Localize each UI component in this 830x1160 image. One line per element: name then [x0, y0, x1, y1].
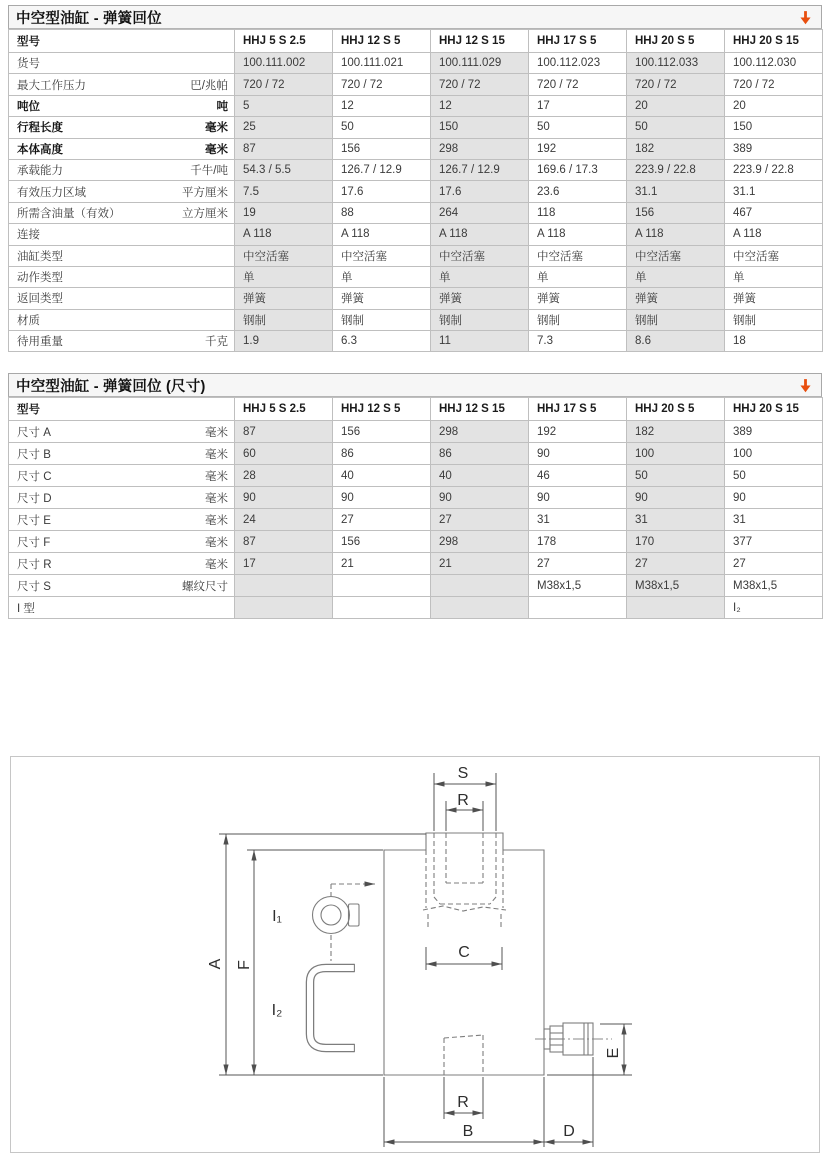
value-cell: 27: [431, 509, 529, 531]
value-cell: 100: [627, 443, 725, 465]
dimension-table-title: 中空型油缸 - 弹簧回位 (尺寸): [16, 378, 206, 395]
table-row: [9, 181, 823, 202]
model-header-row: [9, 30, 823, 53]
value-cell: 钢制: [627, 309, 725, 330]
value-cell: 298: [431, 421, 529, 443]
value-cell: 720 / 72: [627, 74, 725, 95]
value-cell: 31: [627, 509, 725, 531]
table-row: [9, 309, 823, 330]
dimension-table-titlebar: [8, 373, 822, 397]
value-cell: 50: [627, 117, 725, 138]
model-header-label: 型号: [9, 30, 235, 53]
value-cell: 中空活塞: [431, 245, 529, 266]
value-cell: I₂: [725, 597, 823, 619]
value-cell: 1.9: [235, 331, 333, 352]
value-cell: 100.112.023: [529, 53, 627, 74]
model-column-header: HHJ 12 S 15: [431, 30, 529, 53]
table-row: [9, 288, 823, 309]
table-row: [9, 465, 823, 487]
value-cell: 40: [333, 465, 431, 487]
label-i1: I₁: [272, 908, 282, 926]
value-cell: 中空活塞: [725, 245, 823, 266]
value-cell: 中空活塞: [235, 245, 333, 266]
value-cell: [333, 575, 431, 597]
value-cell: M38x1,5: [627, 575, 725, 597]
value-cell: 100.111.002: [235, 53, 333, 74]
table-row: [9, 202, 823, 223]
model-header-label: 型号: [9, 398, 235, 421]
label-f: F: [236, 960, 253, 971]
value-cell: 弹簧: [235, 288, 333, 309]
value-cell: 27: [627, 553, 725, 575]
value-cell: 弹簧: [725, 288, 823, 309]
value-cell: [235, 575, 333, 597]
row-label: 承载能力 千牛/吨: [9, 159, 235, 180]
value-cell: 7.5: [235, 181, 333, 202]
value-cell: 19: [235, 202, 333, 223]
value-cell: 150: [725, 117, 823, 138]
model-column-header: HHJ 5 S 2.5: [235, 30, 333, 53]
value-cell: 50: [333, 117, 431, 138]
value-cell: 90: [529, 487, 627, 509]
model-column-header: HHJ 12 S 15: [431, 398, 529, 421]
value-cell: 170: [627, 531, 725, 553]
value-cell: 50: [725, 465, 823, 487]
value-cell: 17.6: [431, 181, 529, 202]
value-cell: 169.6 / 17.3: [529, 159, 627, 180]
value-cell: 377: [725, 531, 823, 553]
value-cell: 86: [431, 443, 529, 465]
value-cell: 17: [529, 95, 627, 116]
row-label: 材质: [9, 309, 235, 330]
table-row: [9, 553, 823, 575]
value-cell: 298: [431, 531, 529, 553]
value-cell: 5: [235, 95, 333, 116]
model-column-header: HHJ 17 S 5: [529, 30, 627, 53]
value-cell: 28: [235, 465, 333, 487]
value-cell: 60: [235, 443, 333, 465]
value-cell: 12: [333, 95, 431, 116]
table-row: [9, 159, 823, 180]
value-cell: 467: [725, 202, 823, 223]
value-cell: 31: [725, 509, 823, 531]
model-column-header: HHJ 12 S 5: [333, 398, 431, 421]
label-a: A: [207, 959, 224, 970]
value-cell: 118: [529, 202, 627, 223]
value-cell: 单: [235, 266, 333, 287]
row-label: 连接: [9, 224, 235, 245]
row-label: 尺寸 F 毫米: [9, 531, 235, 553]
dimension-table-section: [8, 373, 822, 619]
value-cell: 中空活塞: [627, 245, 725, 266]
port-coupler: [535, 1023, 612, 1055]
dimension-r-bottom: [444, 1094, 483, 1113]
model-column-header: HHJ 20 S 5: [627, 398, 725, 421]
row-label: 动作类型: [9, 266, 235, 287]
cylinder-drawing: [11, 757, 819, 1152]
spec-jump-arrow-button[interactable]: [796, 8, 814, 26]
model-header-row: [9, 398, 823, 421]
value-cell: 54.3 / 5.5: [235, 159, 333, 180]
row-label: 尺寸 R 毫米: [9, 553, 235, 575]
value-cell: 389: [725, 138, 823, 159]
table-row: [9, 95, 823, 116]
value-cell: 86: [333, 443, 431, 465]
value-cell: 100.112.030: [725, 53, 823, 74]
bottom-extension-lines: [384, 1057, 593, 1147]
value-cell: 单: [529, 266, 627, 287]
table-row: [9, 443, 823, 465]
table-row: [9, 74, 823, 95]
table-row: [9, 509, 823, 531]
value-cell: 90: [333, 487, 431, 509]
value-cell: 178: [529, 531, 627, 553]
value-cell: 50: [627, 465, 725, 487]
value-cell: 单: [333, 266, 431, 287]
row-label: 货号: [9, 53, 235, 74]
dimension-e: [547, 1024, 632, 1075]
value-cell: 100.111.029: [431, 53, 529, 74]
value-cell: 100.111.021: [333, 53, 431, 74]
model-column-header: HHJ 20 S 15: [725, 398, 823, 421]
value-cell: 8.6: [627, 331, 725, 352]
row-label: 尺寸 D 毫米: [9, 487, 235, 509]
value-cell: 单: [431, 266, 529, 287]
value-cell: M38x1,5: [725, 575, 823, 597]
label-r-top: R: [457, 792, 469, 810]
value-cell: A 118: [235, 224, 333, 245]
row-label: 尺寸 C 毫米: [9, 465, 235, 487]
value-cell: 17.6: [333, 181, 431, 202]
value-cell: 50: [529, 117, 627, 138]
value-cell: 7.3: [529, 331, 627, 352]
value-cell: 31.1: [627, 181, 725, 202]
row-label: 所需含油量（有效） 立方厘米: [9, 202, 235, 223]
value-cell: 24: [235, 509, 333, 531]
value-cell: 18: [725, 331, 823, 352]
value-cell: 23.6: [529, 181, 627, 202]
value-cell: 90: [627, 487, 725, 509]
value-cell: 90: [431, 487, 529, 509]
value-cell: 钢制: [333, 309, 431, 330]
label-d: D: [563, 1123, 575, 1141]
value-cell: 87: [235, 421, 333, 443]
value-cell: [431, 597, 529, 619]
label-r-bottom: R: [457, 1094, 469, 1112]
value-cell: 6.3: [333, 331, 431, 352]
table-row: [9, 138, 823, 159]
value-cell: 弹簧: [333, 288, 431, 309]
value-cell: 223.9 / 22.8: [725, 159, 823, 180]
label-c: C: [458, 944, 470, 962]
label-b: B: [462, 1123, 474, 1141]
value-cell: 12: [431, 95, 529, 116]
spec-table-titlebar: [8, 5, 822, 29]
value-cell: 87: [235, 138, 333, 159]
row-label: 尺寸 B 毫米: [9, 443, 235, 465]
value-cell: 720 / 72: [235, 74, 333, 95]
row-label: 油缸类型: [9, 245, 235, 266]
model-column-header: HHJ 12 S 5: [333, 30, 431, 53]
value-cell: A 118: [529, 224, 627, 245]
dimension-d: [544, 1123, 593, 1142]
row-label: 吨位 吨: [9, 95, 235, 116]
value-cell: 25: [235, 117, 333, 138]
value-cell: 31.1: [725, 181, 823, 202]
value-cell: 156: [333, 531, 431, 553]
dimension-b: [384, 1123, 544, 1142]
down-arrow-icon: [798, 10, 813, 25]
table-row: [9, 245, 823, 266]
value-cell: 弹簧: [529, 288, 627, 309]
value-cell: 156: [333, 421, 431, 443]
value-cell: 720 / 72: [725, 74, 823, 95]
row-label: 有效压力区域 平方厘米: [9, 181, 235, 202]
value-cell: 720 / 72: [333, 74, 431, 95]
label-i2: I₂: [271, 1002, 283, 1020]
table-row: [9, 575, 823, 597]
value-cell: 298: [431, 138, 529, 159]
dimension-r-top: [446, 792, 483, 831]
table-row: [9, 597, 823, 619]
value-cell: [627, 597, 725, 619]
value-cell: 钢制: [235, 309, 333, 330]
value-cell: 20: [725, 95, 823, 116]
table-row: [9, 117, 823, 138]
value-cell: 钢制: [725, 309, 823, 330]
row-label: 尺寸 S 螺纹尺寸: [9, 575, 235, 597]
value-cell: 126.7 / 12.9: [333, 159, 431, 180]
down-arrow-icon: [798, 378, 813, 393]
value-cell: 27: [725, 553, 823, 575]
value-cell: 720 / 72: [529, 74, 627, 95]
row-label: 最大工作压力 巴/兆帕: [9, 74, 235, 95]
row-label: I 型: [9, 597, 235, 619]
dimension-a: [207, 834, 426, 1075]
value-cell: 钢制: [529, 309, 627, 330]
table-row: [9, 487, 823, 509]
value-cell: 90: [235, 487, 333, 509]
value-cell: 90: [725, 487, 823, 509]
value-cell: 31: [529, 509, 627, 531]
value-cell: 20: [627, 95, 725, 116]
value-cell: 21: [333, 553, 431, 575]
value-cell: 27: [529, 553, 627, 575]
value-cell: 100: [725, 443, 823, 465]
table-row: [9, 421, 823, 443]
model-column-header: HHJ 20 S 15: [725, 30, 823, 53]
table-row: [9, 224, 823, 245]
table-row: [9, 53, 823, 74]
value-cell: 100.112.033: [627, 53, 725, 74]
eyebolt-icon: [313, 884, 376, 961]
model-column-header: HHJ 20 S 5: [627, 30, 725, 53]
value-cell: [431, 575, 529, 597]
label-s: S: [457, 765, 469, 783]
value-cell: 钢制: [431, 309, 529, 330]
value-cell: 126.7 / 12.9: [431, 159, 529, 180]
model-column-header: HHJ 5 S 2.5: [235, 398, 333, 421]
value-cell: [333, 597, 431, 619]
value-cell: 264: [431, 202, 529, 223]
row-label: 尺寸 A 毫米: [9, 421, 235, 443]
table-row: [9, 266, 823, 287]
table-row: [9, 331, 823, 352]
value-cell: 223.9 / 22.8: [627, 159, 725, 180]
value-cell: 720 / 72: [431, 74, 529, 95]
value-cell: M38x1,5: [529, 575, 627, 597]
value-cell: 150: [431, 117, 529, 138]
value-cell: 182: [627, 421, 725, 443]
handle-icon: [310, 964, 354, 1052]
table-row: [9, 531, 823, 553]
value-cell: A 118: [627, 224, 725, 245]
value-cell: 17: [235, 553, 333, 575]
row-label: 尺寸 E 毫米: [9, 509, 235, 531]
value-cell: [235, 597, 333, 619]
model-column-header: HHJ 17 S 5: [529, 398, 627, 421]
dimension-table: [8, 397, 823, 619]
value-cell: 156: [333, 138, 431, 159]
dimension-c: [426, 944, 502, 970]
row-label: 行程长度 毫米: [9, 117, 235, 138]
row-label: 本体高度 毫米: [9, 138, 235, 159]
value-cell: 27: [333, 509, 431, 531]
value-cell: 21: [431, 553, 529, 575]
row-label: 待用重量 千克: [9, 331, 235, 352]
value-cell: 单: [725, 266, 823, 287]
value-cell: 182: [627, 138, 725, 159]
value-cell: 156: [627, 202, 725, 223]
spec-table-title: 中空型油缸 - 弹簧回位: [16, 10, 162, 27]
value-cell: A 118: [431, 224, 529, 245]
value-cell: 40: [431, 465, 529, 487]
value-cell: 389: [725, 421, 823, 443]
value-cell: [529, 597, 627, 619]
value-cell: 单: [627, 266, 725, 287]
value-cell: A 118: [725, 224, 823, 245]
value-cell: 88: [333, 202, 431, 223]
row-label: 返回类型: [9, 288, 235, 309]
value-cell: 192: [529, 138, 627, 159]
value-cell: 90: [529, 443, 627, 465]
value-cell: 192: [529, 421, 627, 443]
value-cell: 弹簧: [627, 288, 725, 309]
value-cell: A 118: [333, 224, 431, 245]
dimension-diagram: [10, 756, 820, 1153]
value-cell: 中空活塞: [529, 245, 627, 266]
value-cell: 弹簧: [431, 288, 529, 309]
value-cell: 中空活塞: [333, 245, 431, 266]
spec-table-section: [8, 0, 822, 352]
value-cell: 46: [529, 465, 627, 487]
label-e: E: [605, 1048, 622, 1059]
value-cell: 11: [431, 331, 529, 352]
dimension-jump-arrow-button[interactable]: [796, 376, 814, 394]
value-cell: 87: [235, 531, 333, 553]
spec-table: [8, 29, 823, 352]
